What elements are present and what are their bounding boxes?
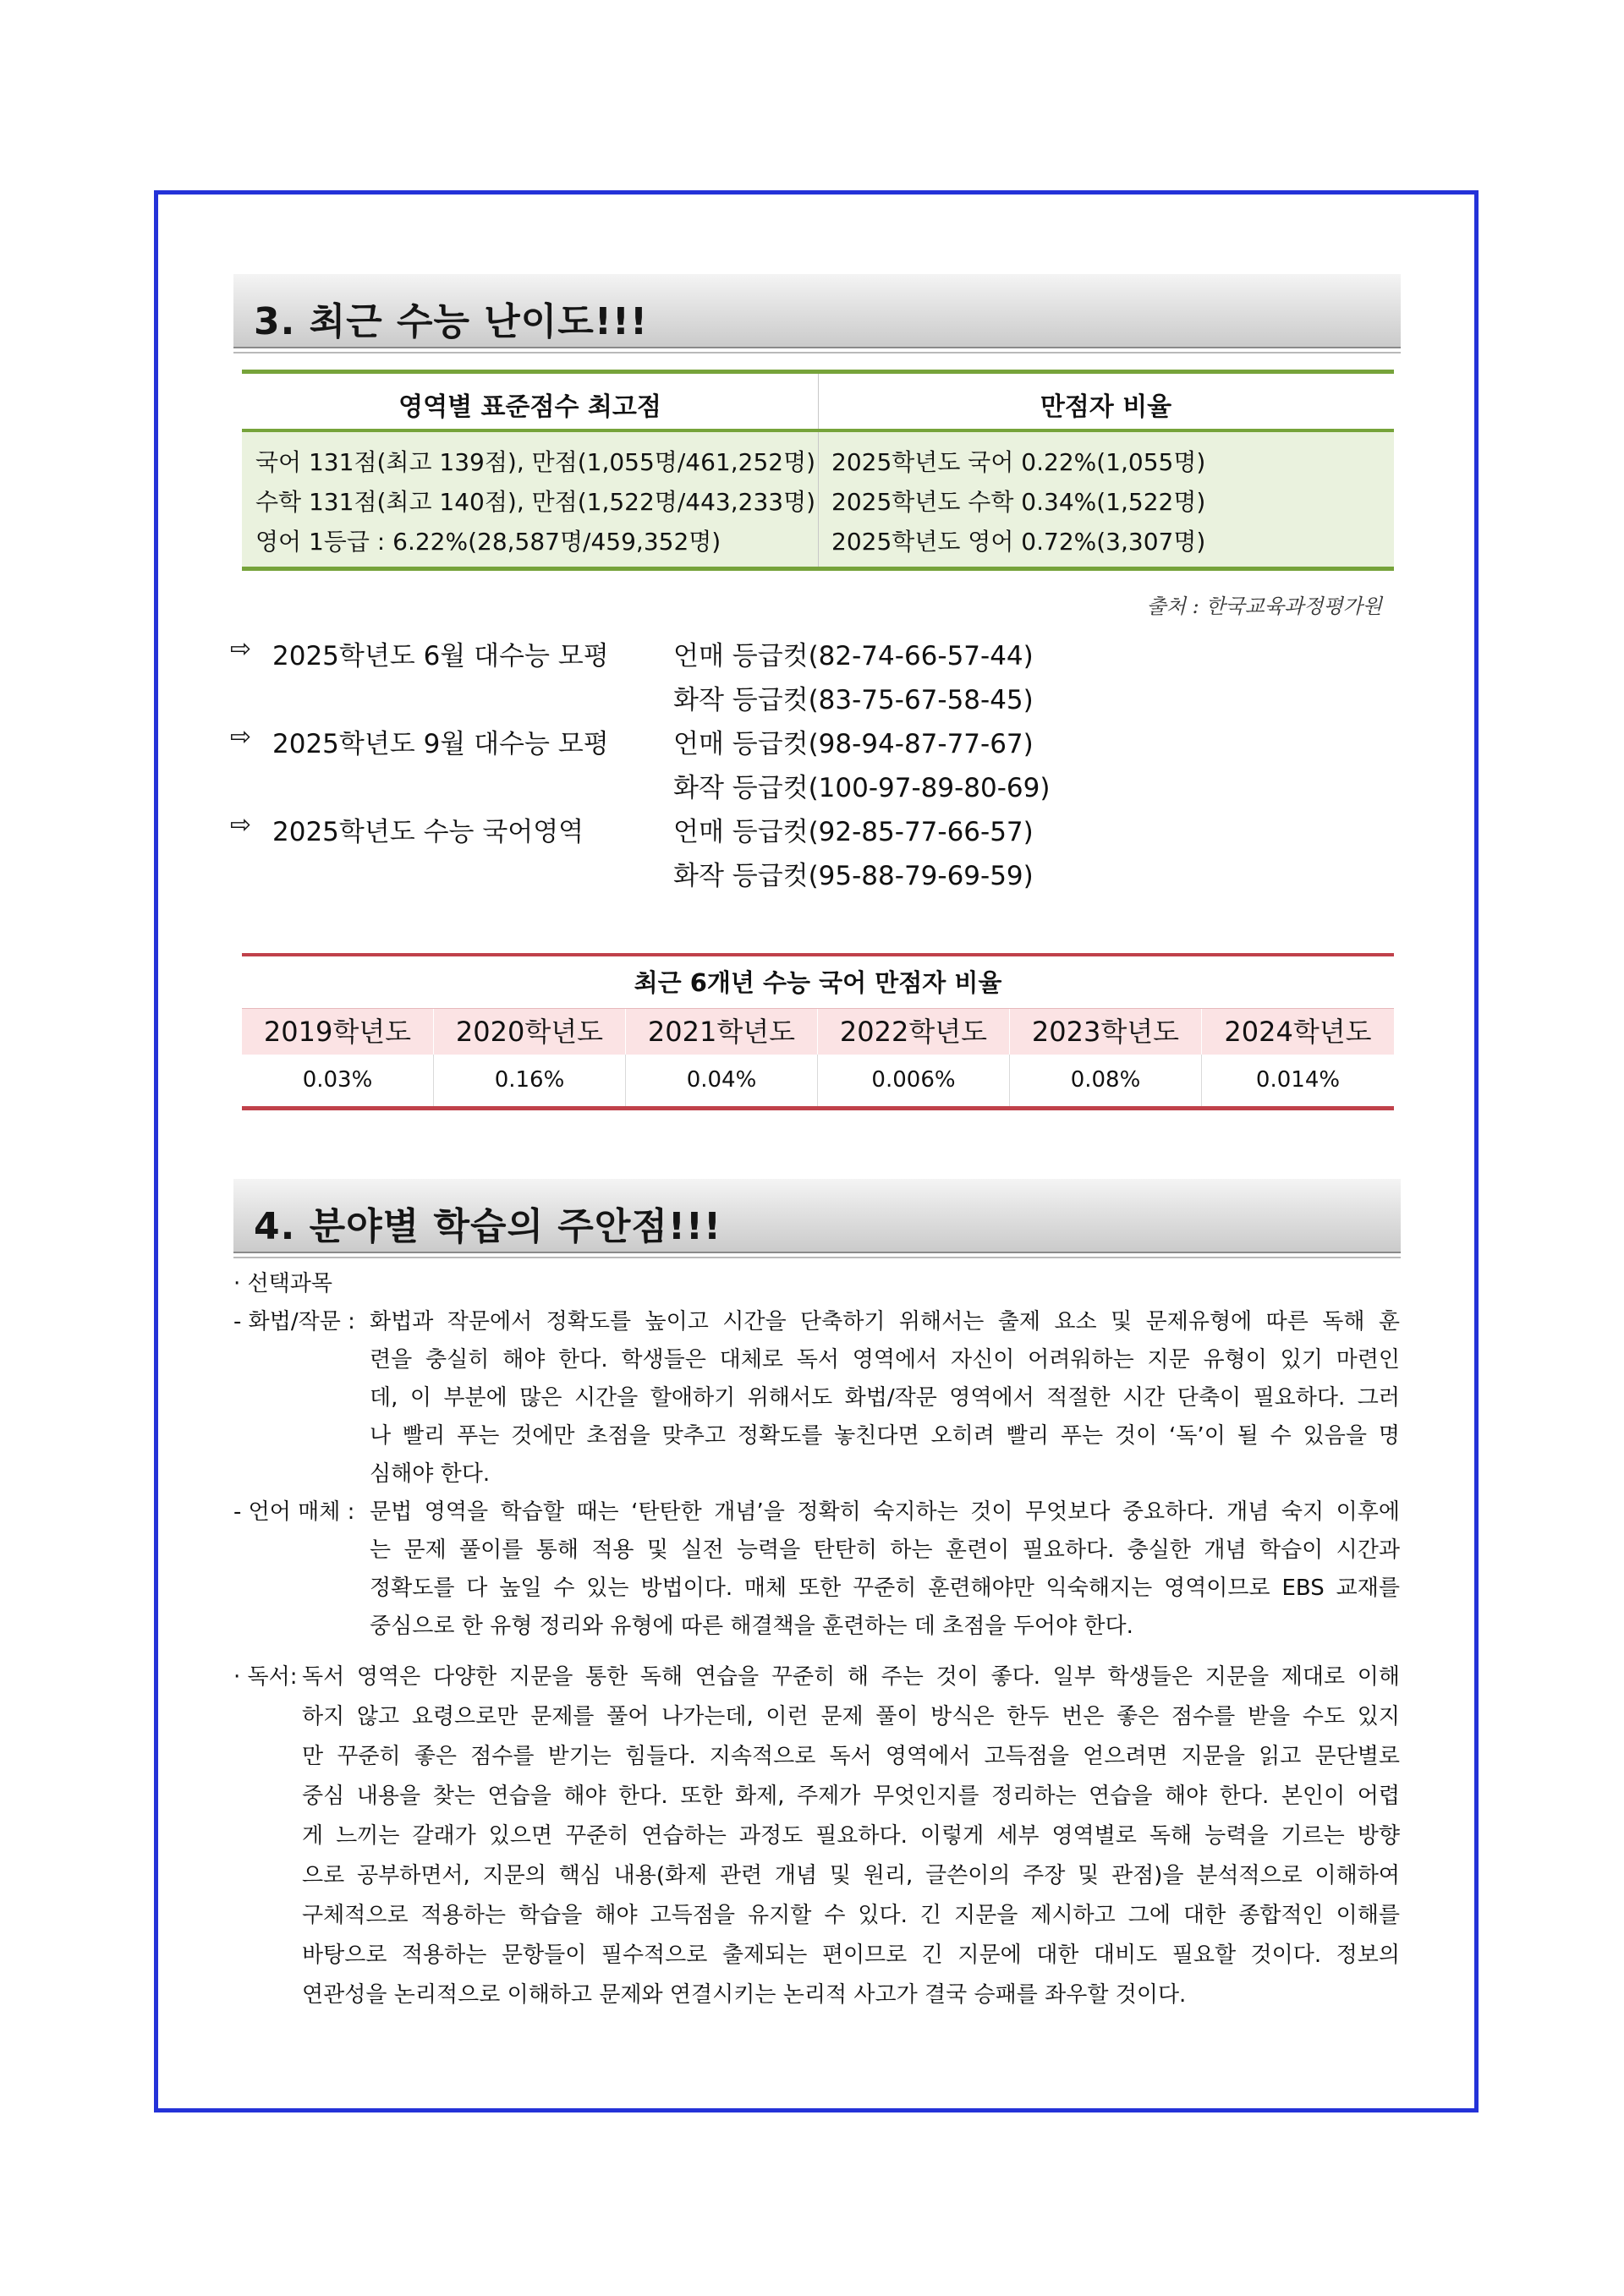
perfect-score-ratio-table [242,953,1394,1110]
top-score-english: 영어 1등급 : 6.22%(28,587명/459,352명) [255,528,721,556]
hwajak-line: 데, 이 부분에 많은 시간을 할애하기 위해서도 화법/작문 영역에서 적절한 시간 단축이 필요하다. 그러 [370,1385,1400,1411]
hwajak-label: - 화법/작문 : [233,1309,355,1334]
eonmae-line: 중심으로 한 유형 정리와 유형에 따른 해결책을 훈련하는 데 초점을 두어야 한다. [370,1614,1133,1639]
year-cell: 2023학년도 [1010,1009,1202,1055]
score-summary-header [242,374,1394,432]
ratio-value-cell: 0.16% [434,1055,626,1106]
hwajak-line: 련을 충실히 해야 한다. 학생들은 대체로 독서 영역에서 자신이 어려워하는 지문 유형이 있기 마련인 [370,1347,1400,1373]
mock-exam-june-label: 2025학년도 6월 대수능 모평 [272,641,609,671]
arrow-right-icon: ⇨ [230,722,252,752]
top-score-korean: 국어 131점(최고 139점), 만점(1,055명/461,252명) [255,448,816,476]
dokseo-line: 으로 공부하면서, 지문의 핵심 내용(화제 관련 개념 및 원리, 글쓴이의 주장 및 관점)을 분석적으로 이해하여 [302,1863,1400,1888]
column-divider [818,432,819,567]
mock-exam-sept-label: 2025학년도 9월 대수능 모평 [272,729,609,759]
header-top-score: 영역별 표준점수 최고점 [398,392,661,422]
eonmae-label: - 언어 매체 : [233,1499,355,1525]
arrow-right-icon: ⇨ [230,634,252,664]
ratio-value-cell: 0.03% [242,1055,434,1106]
year-cell: 2019학년도 [242,1009,434,1055]
column-divider [818,374,819,429]
section-4-heading [233,1179,1401,1253]
ratio-math: 2025학년도 수학 0.34%(1,522명) [831,488,1206,516]
year-cell: 2021학년도 [626,1009,818,1055]
mock-exam-sept-cut-1: 언매 등급컷(98-94-87-77-67) [673,729,1034,759]
year-cell: 2024학년도 [1202,1009,1394,1055]
dokseo-line: 게 느끼는 갈래가 있으면 꾸준히 연습하는 과정도 필요하다. 이렇게 세부 영역별로 독해 능력을 기르는 방향 [302,1823,1400,1849]
mock-exam-june-cut-1: 언매 등급컷(82-74-66-57-44) [673,641,1034,671]
dokseo-line: 중심 내용을 찾는 연습을 해야 한다. 또한 화제, 주제가 무엇인지를 정리하는 연습을 해야 한다. 본인이 어렵 [302,1784,1400,1809]
top-score-math: 수학 131점(최고 140점), 만점(1,522명/443,233명) [255,488,816,516]
dokseo-line: 독서 영역은 다양한 지문을 통한 독해 연습을 꾸준히 해 주는 것이 좋다. 일부 학생들은 지문을 제대로 이해 [302,1664,1400,1690]
section-3-title: 3. 최근 수능 난이도!!! [254,300,649,343]
ratio-value-cell: 0.006% [818,1055,1010,1106]
year-cell: 2022학년도 [818,1009,1010,1055]
score-summary-body [242,432,1394,567]
dokseo-line: 하지 않고 요령으로만 문제를 풀어 나가는데, 이런 문제 풀이 방식은 한두 번은 좋은 점수를 받을 수도 있지 [302,1704,1400,1729]
arrow-right-icon: ⇨ [230,810,252,840]
hwajak-line: 나 빨리 푸는 것에만 초점을 맞추고 정확도를 놓친다면 오히려 빨리 푸는 것이 ‘독’이 될 수 있음을 명 [370,1423,1400,1449]
eonmae-line: 는 문제 풀이를 통해 적용 및 실전 능력을 탄탄히 하는 훈련이 필요하다. 충실한 개념 학습이 시간과 [370,1537,1400,1563]
ratio-table-title: 최근 6개년 수능 국어 만점자 비율 [242,956,1394,1009]
ratio-value-cell: 0.04% [626,1055,818,1106]
section-3-heading [233,274,1401,348]
header-perfect-ratio: 만점자 비율 [1040,392,1172,422]
dokseo-line: 구체적으로 적용하는 학습을 해야 고득점을 유지할 수 있다. 긴 지문을 제시하고 그에 대한 종합적인 이해를 [302,1903,1400,1928]
ratio-english: 2025학년도 영어 0.72%(3,307명) [831,528,1206,556]
eonmae-line: 정확도를 다 높일 수 있는 방법이다. 매체 또한 꾸준히 훈련해야만 익숙해지는 영역이므로 EBS 교재를 [370,1575,1400,1601]
hwajak-line: 심해야 한다. [370,1461,491,1487]
source-note: 출처 : 한국교육과정평가원 [1146,595,1382,618]
dokseo-label: · 독서: [233,1664,298,1690]
suneung-cut-1: 언매 등급컷(92-85-77-66-57) [673,817,1034,847]
mock-exam-june-cut-2: 화작 등급컷(83-75-67-58-45) [673,685,1034,715]
dokseo-line: 바탕으로 적용하는 문항들이 필수적으로 출제되는 편이므로 긴 지문에 대한 대비도 필요할 것이다. 정보의 [302,1943,1400,1968]
suneung-label: 2025학년도 수능 국어영역 [272,817,584,847]
elective-subtitle: · 선택과목 [233,1271,332,1296]
score-summary-table [242,370,1394,571]
dokseo-line: 연관성을 논리적으로 이해하고 문제와 연결시키는 논리적 사고가 결국 승패를 좌우할 것이다. [302,1982,1187,2008]
suneung-cut-2: 화작 등급컷(95-88-79-69-59) [673,861,1034,891]
year-cell: 2020학년도 [434,1009,626,1055]
section-4-title: 4. 분야별 학습의 주안점!!! [254,1205,722,1248]
mock-exam-sept-cut-2: 화작 등급컷(100-97-89-80-69) [673,773,1051,803]
dokseo-line: 만 꾸준히 좋은 점수를 받기는 힘들다. 지속적으로 독서 영역에서 고득점을 얻으려면 지문을 읽고 문단별로 [302,1744,1400,1769]
eonmae-line: 문법 영역을 학습할 때는 ‘탄탄한 개념’을 정확히 숙지하는 것이 무엇보다 중요하다. 개념 숙지 이후에 [370,1499,1400,1525]
hwajak-line: 화법과 작문에서 정확도를 높이고 시간을 단축하기 위해서는 출제 요소 및 문제유형에 따른 독해 훈 [370,1309,1400,1334]
ratio-korean: 2025학년도 국어 0.22%(1,055명) [831,448,1206,476]
ratio-value-cell: 0.08% [1010,1055,1202,1106]
ratio-value-cell: 0.014% [1255,1067,1341,1093]
